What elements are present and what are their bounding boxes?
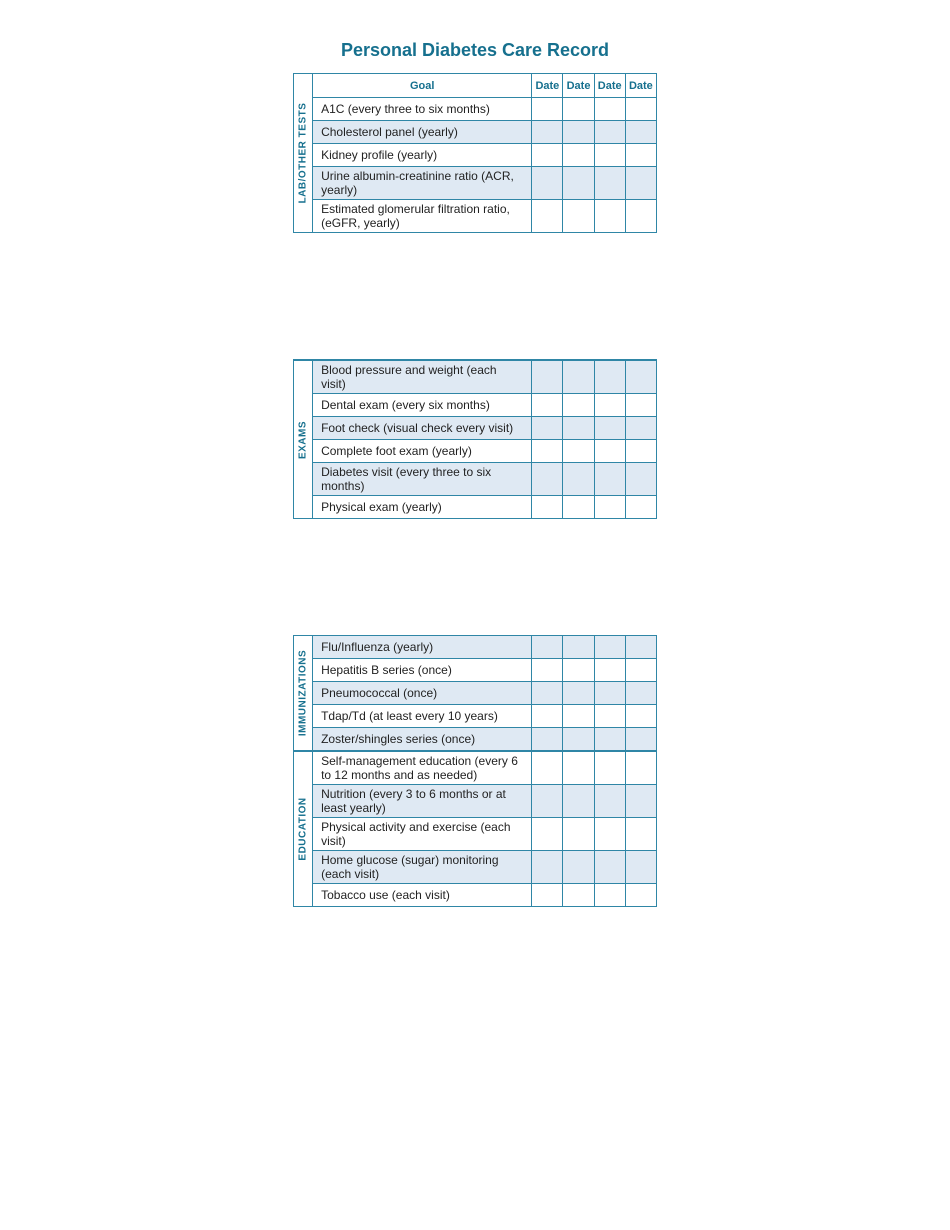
date-cell[interactable] [625, 705, 656, 728]
date-cell[interactable] [563, 360, 594, 394]
date-cell[interactable] [532, 463, 563, 496]
goal-item: Home glucose (sugar) monitoring (each visit) [313, 851, 532, 884]
goal-item: Estimated glomerular filtration ratio, (eGFR, yearly) [313, 200, 532, 233]
date-cell[interactable] [532, 682, 563, 705]
date-cell[interactable] [594, 682, 625, 705]
date-cell[interactable] [594, 818, 625, 851]
table-row [294, 705, 657, 728]
date-cell[interactable] [594, 751, 625, 785]
date-cell[interactable] [625, 200, 656, 233]
date-cell[interactable] [563, 98, 594, 121]
table-row [294, 751, 657, 785]
date-cell[interactable] [594, 705, 625, 728]
date-cell[interactable] [625, 785, 656, 818]
date-cell[interactable] [563, 705, 594, 728]
table-row [294, 360, 657, 394]
table-row [294, 884, 657, 907]
date-cell[interactable] [594, 360, 625, 394]
goal-item: Blood pressure and weight (each visit) [313, 360, 532, 394]
date-cell[interactable] [563, 851, 594, 884]
table-row [294, 200, 657, 233]
date-cell[interactable] [563, 417, 594, 440]
goal-item: Zoster/shingles series (once) [313, 728, 532, 752]
table-row [294, 440, 657, 463]
date-cell[interactable] [532, 851, 563, 884]
date-cell[interactable] [625, 682, 656, 705]
date-cell[interactable] [532, 167, 563, 200]
section-label-lab: LAB/OTHER TESTS [294, 74, 313, 233]
goal-item: Pneumococcal (once) [313, 682, 532, 705]
date-cell[interactable] [625, 659, 656, 682]
date-cell[interactable] [563, 496, 594, 519]
date-cell[interactable] [532, 144, 563, 167]
exams-table [293, 359, 657, 519]
date-cell[interactable] [625, 751, 656, 785]
table-row [294, 98, 657, 121]
date-cell[interactable] [532, 496, 563, 519]
date-header-1: Date [532, 74, 563, 98]
date-cell[interactable] [563, 200, 594, 233]
date-cell[interactable] [594, 636, 625, 659]
table-row [294, 785, 657, 818]
date-cell[interactable] [625, 440, 656, 463]
date-cell[interactable] [594, 440, 625, 463]
date-cell[interactable] [594, 884, 625, 907]
lab-tests-table [293, 73, 657, 233]
date-cell[interactable] [532, 659, 563, 682]
table-row [294, 818, 657, 851]
date-cell[interactable] [563, 785, 594, 818]
table-row [294, 636, 657, 659]
date-cell[interactable] [563, 659, 594, 682]
date-cell[interactable] [563, 884, 594, 907]
date-cell[interactable] [594, 394, 625, 417]
date-cell[interactable] [563, 636, 594, 659]
date-cell[interactable] [532, 728, 563, 752]
date-cell[interactable] [563, 728, 594, 752]
date-cell[interactable] [625, 121, 656, 144]
date-cell[interactable] [563, 440, 594, 463]
date-cell[interactable] [594, 121, 625, 144]
goal-item: Flu/Influenza (yearly) [313, 636, 532, 659]
date-cell[interactable] [532, 121, 563, 144]
date-cell[interactable] [563, 121, 594, 144]
date-cell[interactable] [532, 417, 563, 440]
goal-item: Kidney profile (yearly) [313, 144, 532, 167]
section-label-exams: EXAMS [294, 360, 313, 519]
date-cell[interactable] [532, 884, 563, 907]
date-cell[interactable] [594, 167, 625, 200]
date-cell[interactable] [532, 751, 563, 785]
table-row [294, 394, 657, 417]
goal-item: Foot check (visual check every visit) [313, 417, 532, 440]
page-title: Personal Diabetes Care Record [340, 40, 610, 60]
goal-header: Goal [313, 74, 532, 98]
date-cell[interactable] [625, 636, 656, 659]
date-header-4: Date [625, 74, 656, 98]
date-cell[interactable] [594, 785, 625, 818]
table-row [294, 463, 657, 496]
date-cell[interactable] [563, 463, 594, 496]
goal-item: Self-management education (every 6 to 12 months and as needed) [313, 751, 532, 785]
goal-item: Dental exam (every six months) [313, 394, 532, 417]
date-cell[interactable] [563, 751, 594, 785]
table-row [294, 659, 657, 682]
table-row [294, 167, 657, 200]
date-cell[interactable] [625, 728, 656, 752]
date-cell[interactable] [625, 98, 656, 121]
table-row [294, 496, 657, 519]
goal-item: Cholesterol panel (yearly) [313, 121, 532, 144]
date-cell[interactable] [625, 463, 656, 496]
table-row [294, 121, 657, 144]
table-row [294, 728, 657, 752]
table-row [294, 682, 657, 705]
date-cell[interactable] [594, 496, 625, 519]
date-cell[interactable] [594, 144, 625, 167]
date-cell[interactable] [532, 785, 563, 818]
section-label-education: EDUCATION [294, 751, 313, 907]
date-cell[interactable] [625, 884, 656, 907]
date-cell[interactable] [625, 394, 656, 417]
date-cell[interactable] [625, 144, 656, 167]
date-header-3: Date [594, 74, 625, 98]
goal-item: Diabetes visit (every three to six months) [313, 463, 532, 496]
goal-item: Complete foot exam (yearly) [313, 440, 532, 463]
date-cell[interactable] [594, 98, 625, 121]
goal-item: Urine albumin-creatinine ratio (ACR, yearly) [313, 167, 532, 200]
goal-item: Tobacco use (each visit) [313, 884, 532, 907]
goal-item: Physical exam (yearly) [313, 496, 532, 519]
goal-item: Physical activity and exercise (each visit) [313, 818, 532, 851]
date-cell[interactable] [625, 360, 656, 394]
date-cell[interactable] [594, 463, 625, 496]
date-cell[interactable] [532, 98, 563, 121]
date-cell[interactable] [532, 200, 563, 233]
date-cell[interactable] [594, 851, 625, 884]
table-row [294, 851, 657, 884]
date-cell[interactable] [594, 728, 625, 752]
date-cell[interactable] [625, 417, 656, 440]
goal-item: Tdap/Td (at least every 10 years) [313, 705, 532, 728]
date-cell[interactable] [625, 496, 656, 519]
date-cell[interactable] [532, 360, 563, 394]
table-row [294, 144, 657, 167]
date-cell[interactable] [625, 851, 656, 884]
date-cell[interactable] [563, 144, 594, 167]
table-header-row [294, 74, 657, 98]
date-cell[interactable] [563, 394, 594, 417]
date-cell[interactable] [563, 682, 594, 705]
date-cell[interactable] [532, 394, 563, 417]
goal-item: Nutrition (every 3 to 6 months or at least yearly) [313, 785, 532, 818]
date-cell[interactable] [625, 167, 656, 200]
date-cell[interactable] [532, 636, 563, 659]
date-cell[interactable] [625, 818, 656, 851]
goal-item: Hepatitis B series (once) [313, 659, 532, 682]
date-cell[interactable] [563, 818, 594, 851]
date-cell[interactable] [594, 417, 625, 440]
date-header-2: Date [563, 74, 594, 98]
date-cell[interactable] [532, 705, 563, 728]
date-cell[interactable] [532, 440, 563, 463]
date-cell[interactable] [594, 200, 625, 233]
immunizations-education-table [293, 635, 657, 907]
date-cell[interactable] [594, 659, 625, 682]
goal-item: A1C (every three to six months) [313, 98, 532, 121]
table-row [294, 417, 657, 440]
section-label-immunizations: IMMUNIZATIONS [294, 636, 313, 752]
date-cell[interactable] [532, 818, 563, 851]
date-cell[interactable] [563, 167, 594, 200]
